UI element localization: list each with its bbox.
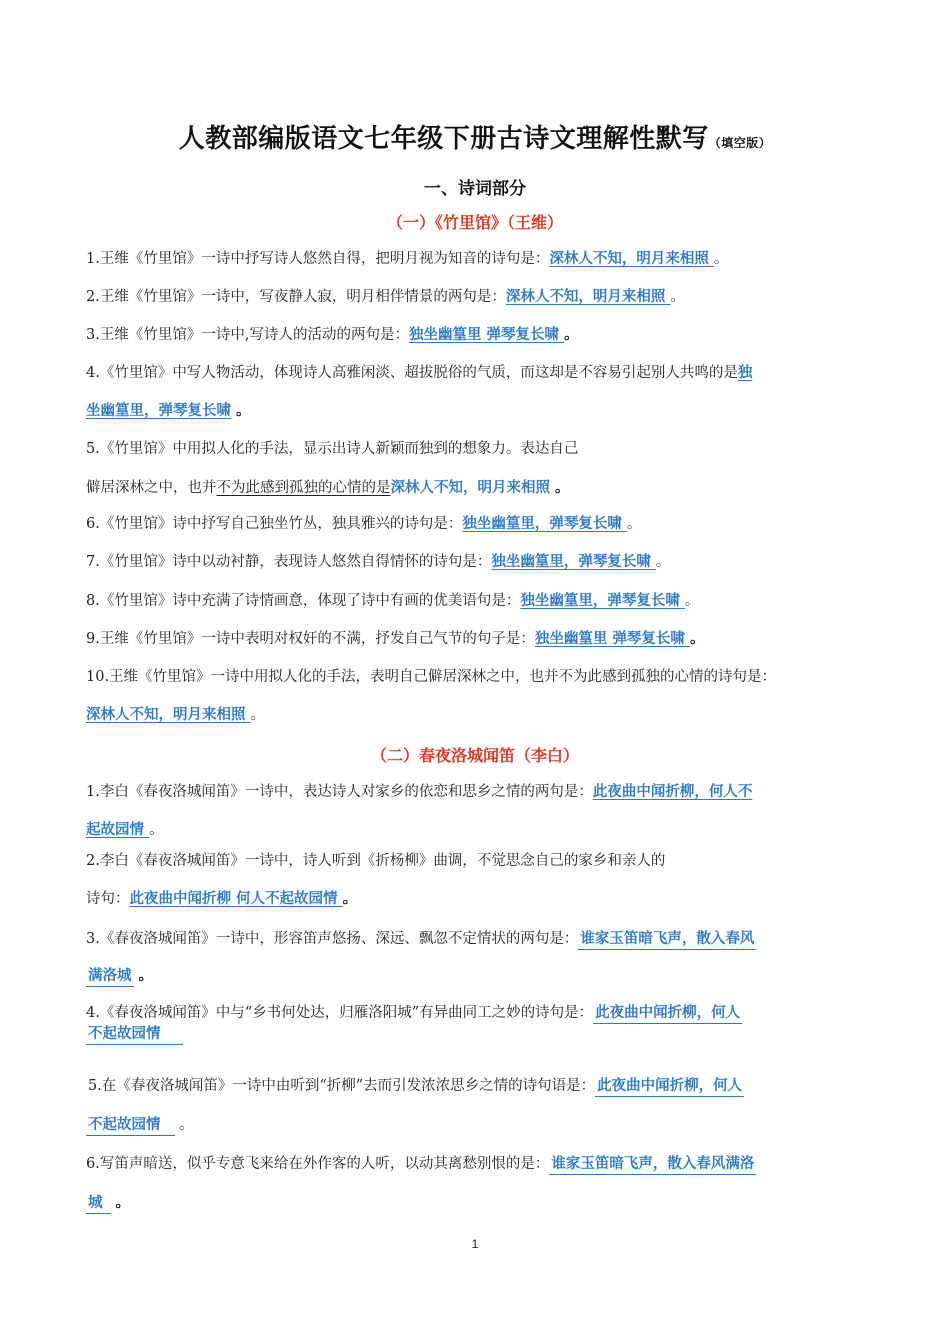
answer-text: 独坐幽篁里，弹琴复长啸 <box>462 516 627 532</box>
page-title <box>0 118 950 155</box>
question-item: 10.王维《竹里馆》一诗中用拟人化的手法，表明自己僻居深林之中，也并不为此感到孤独的心情的诗句是： <box>86 669 777 685</box>
answer-text: 此夜曲中闻折柳 何人不起故园情 <box>129 891 343 907</box>
question-item: 7.《竹里馆》诗中以动衬静，表现诗人悠然自得情怀的诗句是：独坐幽篁里，弹琴复长啸 。 <box>86 554 671 570</box>
question-item: 8.《竹里馆》诗中充满了诗情画意，体现了诗中有画的优美语句是：独坐幽篁里，弹琴复长啸 。 <box>86 593 700 609</box>
question-item: 5.在《春夜洛城闻笛》一诗中由听到“折柳”去而引发浓浓思乡之情的诗句语是： 此夜曲中闻折柳，何人 <box>88 1075 878 1097</box>
answer-text: 深林人不知，明月来相照 <box>390 480 550 496</box>
question-item: 6.《竹里馆》诗中抒写自己独坐竹丛，独具雅兴的诗句是：独坐幽篁里，弹琴复长啸 。 <box>86 516 642 532</box>
question-item: 3.王维《竹里馆》一诗中,写诗人的活动的两句是：独坐幽篁里 弹琴复长啸 。 <box>86 326 579 343</box>
question-item-continued: 僻居深林之中，也并不为此感到孤独的心情的是深林人不知，明月来相照 。 <box>86 479 570 496</box>
answer-text: 独 <box>737 365 753 381</box>
answer-text: 独坐幽篁里 弹琴复长啸 <box>408 327 565 343</box>
answer-text: 谁家玉笛暗飞声，散入春风 <box>578 931 756 950</box>
question-item-continued <box>86 1023 876 1045</box>
question-item: 3.《春夜洛城闻笛》一诗中，形容笛声悠扬、深远、飘忽不定情状的两句是： 谁家玉笛暗飞声，散入春风 <box>86 928 876 950</box>
answer-text: 满洛城 <box>86 968 134 987</box>
answer-text: 深林人不知，明月来相照 <box>86 707 251 723</box>
question-item-continued: 起故园情 。 <box>86 822 164 838</box>
answer-text: 独坐幽篁里 弹琴复长啸 <box>534 631 690 647</box>
question-item: 2.李白《春夜洛城闻笛》一诗中，诗人听到《折杨柳》曲调，不觉思念自己的家乡和亲人的 <box>86 853 666 869</box>
question-item-continued: 深林人不知，明月来相照 。 <box>86 707 266 723</box>
question-item: 1.李白《春夜洛城闻笛》一诗中，表达诗人对家乡的依恋和思乡之情的两句是：此夜曲中闻折柳，何人不 <box>86 784 753 800</box>
question-item: 5.《竹里馆》中用拟人化的手法，显示出诗人新颖而独到的想象力。表达自己 <box>86 441 579 457</box>
answer-text: 谁家玉笛暗飞声，散入春风满洛 <box>549 1156 756 1175</box>
subsection-heading-1: （一）《竹里馆》（王维） <box>386 213 563 232</box>
question-item-continued: 坐幽篁里，弹琴复长啸 。 <box>86 402 251 419</box>
section-heading: 一、诗词部分 <box>424 179 526 199</box>
answer-text: 深林人不知，明月来相照 <box>549 251 714 267</box>
answer-text: 此夜曲中闻折柳，何人 <box>593 1005 742 1024</box>
question-item: 4.《竹里馆》中写人物活动，体现诗人高雅闲淡、超拔脱俗的气质，而这却是不容易引起别人共鸣的是独 <box>86 365 753 381</box>
answer-text: 此夜曲中闻折柳，何人不 <box>592 784 753 800</box>
title-tag: （填空版） <box>708 136 772 150</box>
answer-text: 城 <box>86 1195 111 1214</box>
answer-text: 不起故园情 <box>86 1117 175 1136</box>
question-item-continued: 城 。 <box>86 1192 876 1214</box>
question-item: 4.《春夜洛城闻笛》中与“乡书何处达，归雁洛阳城”有异曲同工之妙的诗句是： 此夜曲中闻折柳，何人 <box>86 1002 876 1024</box>
question-item: 6.写笛声暗送，似乎专意飞来给在外作客的人听，以动其离愁别恨的是： 谁家玉笛暗飞声，散入春风满洛 <box>86 1153 876 1175</box>
answer-text: 坐幽篁里，弹琴复长啸 <box>86 403 231 419</box>
title-text: 人教部编版语文七年级下册古诗文理解性默写 <box>178 124 709 154</box>
question-item: 1.王维《竹里馆》一诗中抒写诗人悠然自得，把明月视为知音的诗句是：深林人不知，明月来相照 。 <box>86 251 729 267</box>
question-item: 2.王维《竹里馆》一诗中，写夜静人寂，明月相伴情景的两句是：深林人不知，明月来相照 。 <box>86 289 685 305</box>
answer-text: 深林人不知，明月来相照 <box>505 289 671 305</box>
answer-text: 独坐幽篁里，弹琴复长啸 <box>491 554 656 570</box>
subsection-heading-2: （二）春夜洛城闻笛（李白） <box>370 746 579 765</box>
question-item-continued: 诗句：此夜曲中闻折柳 何人不起故园情 。 <box>86 890 358 907</box>
answer-text: 此夜曲中闻折柳，何人 <box>595 1078 744 1097</box>
page-number: 1 <box>471 1237 479 1251</box>
answer-text: 不起故园情 <box>86 1026 183 1045</box>
question-item: 9.王维《竹里馆》一诗中表明对权奸的不满，抒发自己气节的句子是：独坐幽篁里 弹琴复长啸 。 <box>86 630 705 647</box>
question-item-continued: 不起故园情 。 <box>86 1114 876 1136</box>
question-item-continued: 满洛城 。 <box>86 965 876 987</box>
answer-text: 起故园情 <box>86 822 150 838</box>
answer-text: 独坐幽篁里，弹琴复长啸 <box>520 593 685 609</box>
